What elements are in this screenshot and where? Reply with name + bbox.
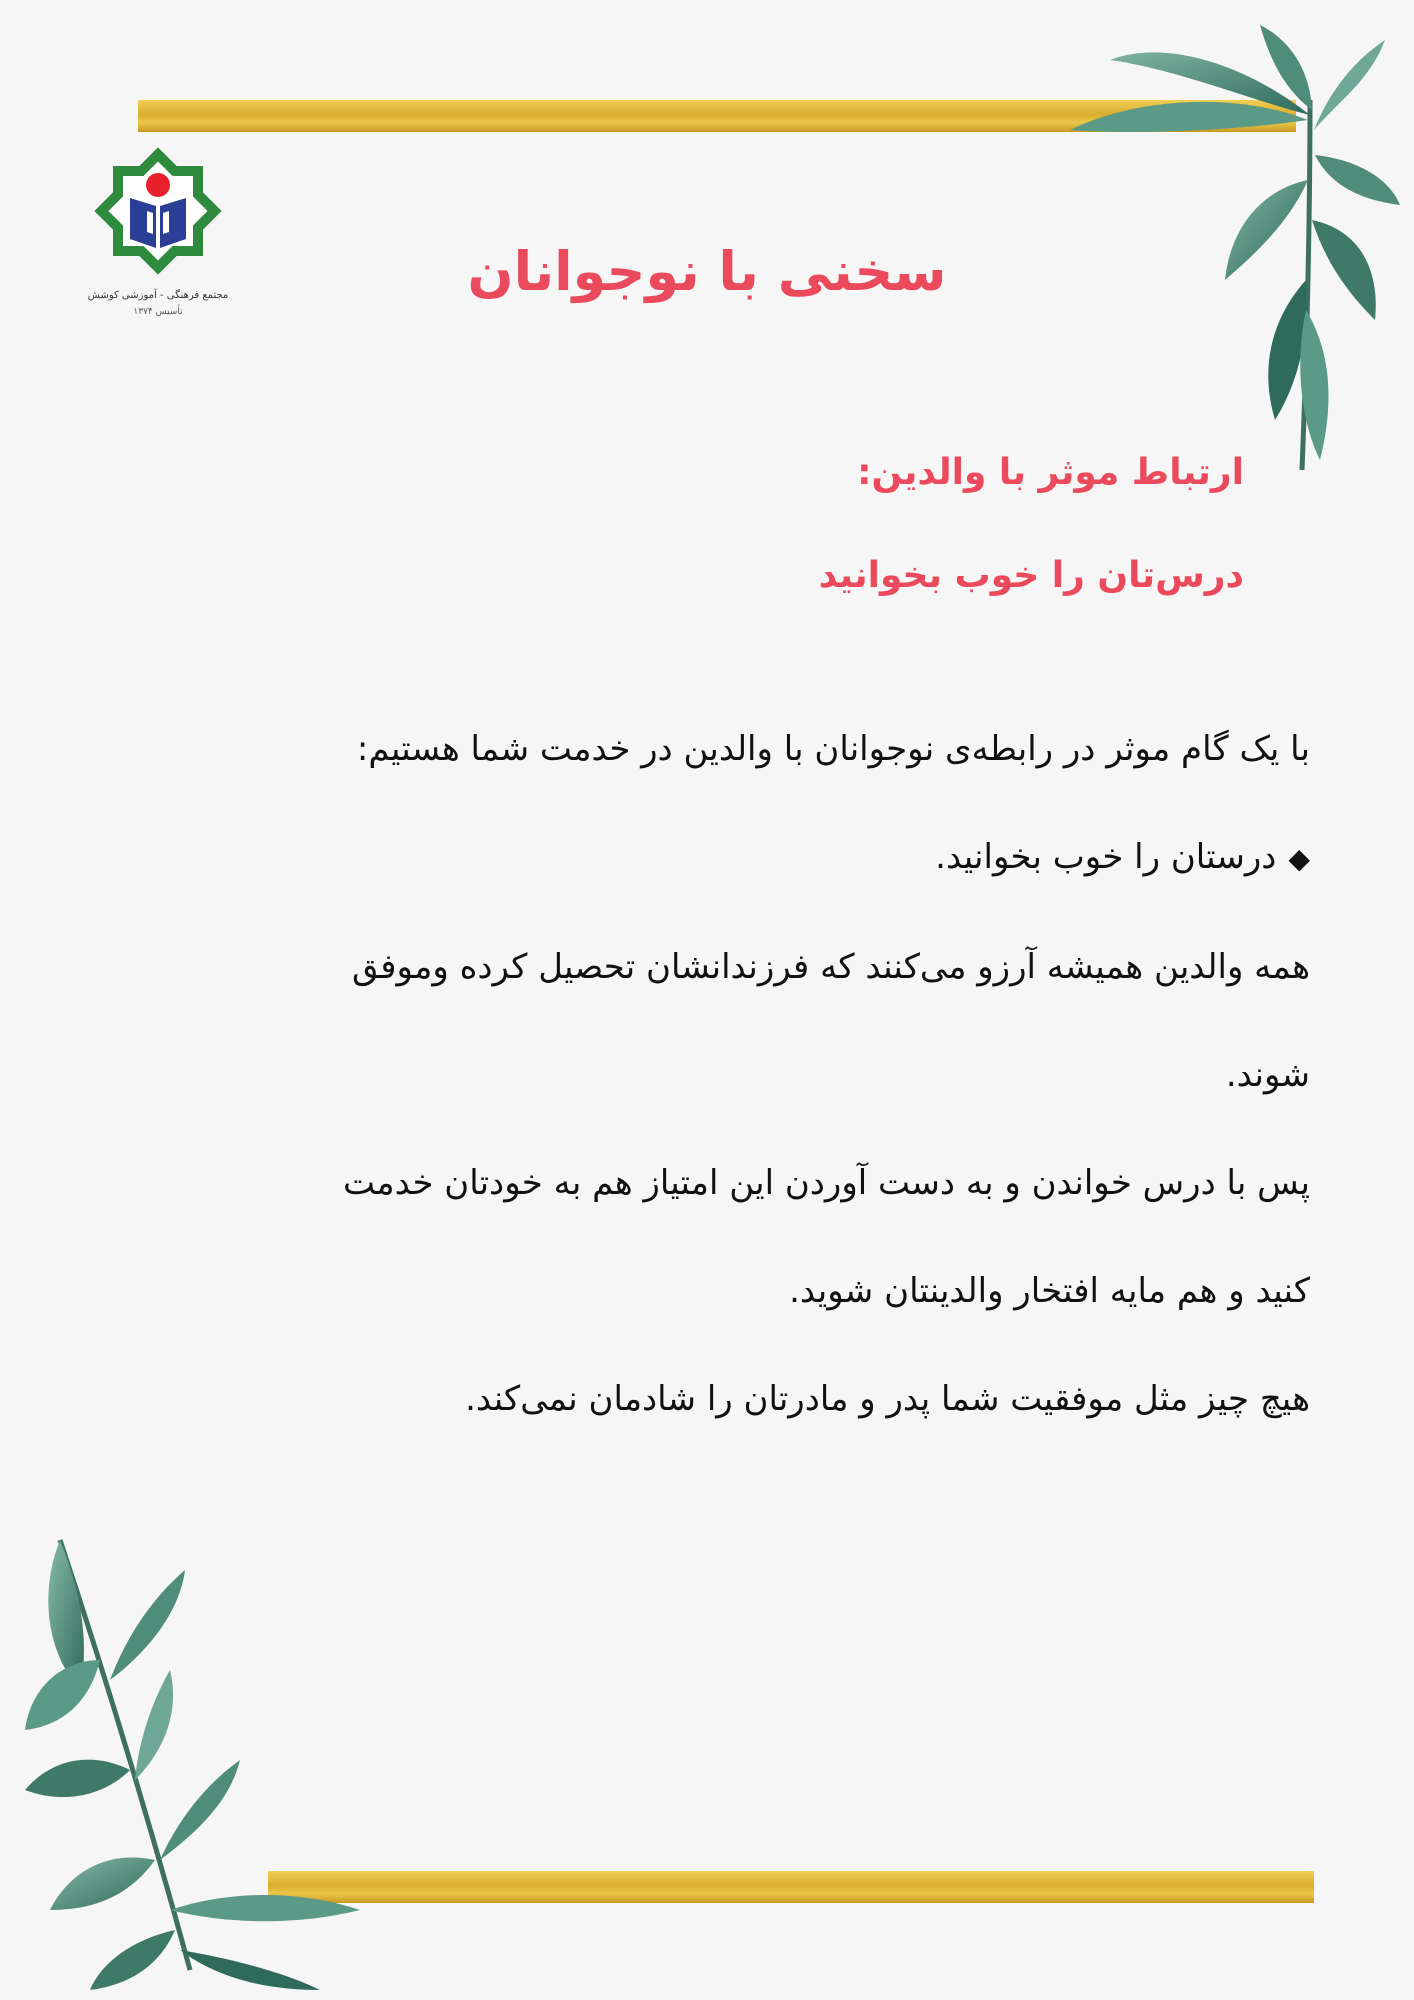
paragraph-text: کنید و هم مایه افتخار والدینتان شوید. — [789, 1271, 1310, 1311]
paragraph-line — [80, 1237, 1310, 1345]
paragraph-line — [80, 803, 1310, 913]
subheading-effective-communication: ارتباط موثر با والدین: — [857, 452, 1244, 493]
page-title: سخنی با نوجوانان — [467, 240, 947, 303]
paragraph-text: پس با درس خواندن و به دست آوردن این امتیاز هم به خودتان خدمت — [343, 1163, 1310, 1203]
paragraph-text: شوند. — [1225, 1055, 1310, 1095]
paragraph-line — [80, 695, 1310, 803]
subheading-study-well: درس‌تان را خوب بخوانید — [818, 555, 1244, 596]
body-paragraphs — [80, 695, 1310, 1453]
paragraph-text: هیچ چیز مثل موفقیت شما پدر و مادرتان را شادمان نمی‌کند. — [465, 1379, 1310, 1419]
paragraph-line — [80, 1129, 1310, 1237]
leaf-branch-icon — [20, 1530, 480, 1990]
paragraph-text: با یک گام موثر در رابطه‌ی نوجوانان با والدین در خدمت شما هستیم: — [356, 729, 1310, 769]
paragraph-line — [80, 1345, 1310, 1453]
paragraph-line — [80, 913, 1310, 1021]
paragraph-text: درستان را خوب بخوانید. — [935, 837, 1277, 877]
paragraph-text: همه والدین همیشه آرزو می‌کنند که فرزندانشان تحصیل کرده وموفق — [351, 947, 1310, 987]
logo-founded-year: تأسیس ۱۳۷۴ — [133, 307, 183, 317]
diamond-bullet-icon: ◆ — [1288, 842, 1310, 875]
paragraph-line — [80, 1021, 1310, 1129]
logo-org-name: مجتمع فرهنگی - آموزشی کوشش — [87, 290, 229, 301]
